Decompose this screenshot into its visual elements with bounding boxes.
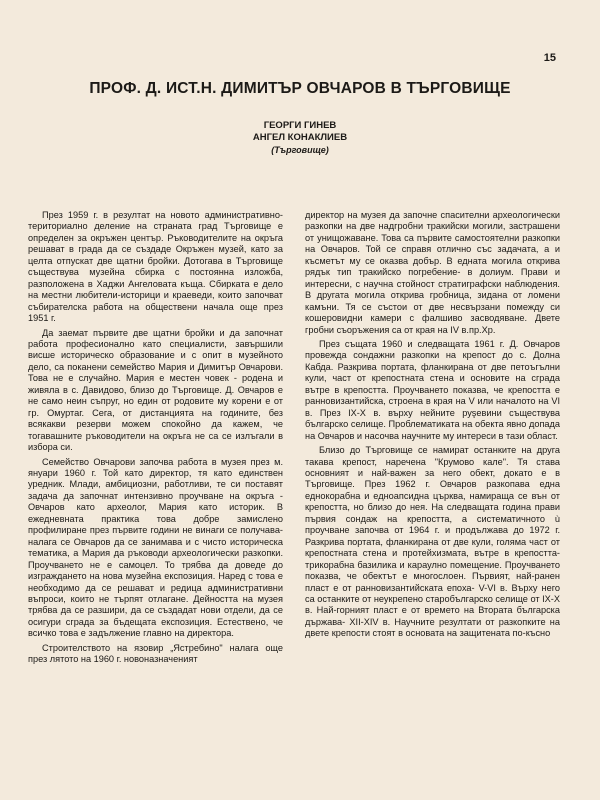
author-place: (Търговище)	[271, 145, 329, 155]
paragraph: Да заемат първите две щатни бройки и да започнат работа професионално като специалисти, завършили висше историческо образование и с опит в музейното дело, са поканени семейство Мария и Димитър Овчарови. Това не е случайно. Мария е местен човек - родена и живяла в с. Давидово, близо до Търговище. Д. Овчаров е не само неин съпруг, но един от родовите му корени е от гр. Омуртаг. Сега, от дистанцията на годините, без всякакви резерви можем спокойно да кажем, че тогавашните ръководители на окръга не са се излъгали в избора си.	[28, 327, 283, 453]
right-column	[305, 210, 560, 643]
author-name: ГЕОРГИ ГИНЕВ	[263, 120, 337, 131]
author-name: АНГЕЛ КОНАКЛИЕВ	[252, 132, 348, 143]
article-title: ПРОФ. Д. ИСТ.Н. ДИМИТЪР ОВЧАРОВ В ТЪРГОВИЩЕ	[89, 80, 511, 97]
paragraph: Строителството на язовир „Ястребино" налага още през лятото на 1960 г. новоназначеният	[28, 642, 283, 665]
author-block	[0, 120, 600, 156]
left-column	[28, 210, 283, 669]
paragraph: Близо до Търговище се намират останките на друга такава крепост, наречена "Крумово кале". Тя става основният и най-важен за него обект, докато е в Търговище. През 1962 г. Овчаров разкопава една еднокорабна и едноапсидна църква, намираща се вън от крепостта, но близо до нея. На следващата година прави първия сондаж на крепостта, а систематичното ù проучване започва от 1964 г. и продължава до 1972 г. Разкрива портата, фланкирана от две кули, голяма част от крепостната стена и протейхизмата, вътре в крепостта- трикорабна базилика и караулно помещение. Проучването показва, че обектът е многослоен. Първият, най-ранен пласт е от ранновизантийската епоха- V-VI в. Върху него са останките от неукрепено старобългарско селище от IX-X в. Най-горният пласт е от времето на Втората българска държава- XII-XIV в. Научните резултати от разкопките на двете крепости стоят в основата на защитената по-късно	[305, 445, 560, 639]
paragraph: През същата 1960 и следващата 1961 г. Д. Овчаров провежда сондажни разкопки на крепост до с. Долна Кабда. Разкрива портата, фланкирана от две петоъгълни кули, част от крепостната стена и основите на сграда вътре в крепостта. Проучването показва, че крепостта е ранновизантийска, строена в края на V или началото на VI в. През IX-X в. върху нейните руşевини съществува българско селище. Проблематиката на обекта явно допада на Овчаров и насочва научните му интереси в тази област.	[305, 338, 560, 441]
paragraph: директор на музея да започне спасителни археологически разкопки на две надгробни тракийски могили, застрашени от унищожаване. Това са първите самостоятелни разкопки на Овчаров. Той се справя отлично със задачата, а и късметът му се оказва добър. В едната могила открива рядък тип тракийско погребение- в долиум. Прави и интересни, с научна стойност стратиграфски наблюдения. В другата могила открива гробница, зидана от ломени камъни. Тя се състои от две несвързани помежду си кошеровидни камери с фалшиво засводяване. Двете гробни съоръжения са от края на IV в.пр.Хр.	[305, 210, 560, 335]
page-number: 15	[543, 52, 556, 64]
paragraph: Семейство Овчарови започва работа в музея през м. януари 1960 г. Той като директор, тя като единствен уредник. Млади, амбициозни, работливи, те си поставят задача да започнат интензивно проучване на окръга - Овчаров като археолог, Мария като историк. В ежедневната практика това добре замислено профилиране през първите години не винаги се получава- налага се Овчаров да се занимава и с чисто историческа тематика, а Мария да ръководи археологически разкопки. Проучването не е самоцел. То трябва да доведе до изграждането на нова музейна експозиция. Наред с това е необходимо да се решават и редица административни въпроси, които не търпят отлагане. Дейността на музея трябва да се разшири, да се създадат нови отдели, да се осигури сграда за бъдещата експозиция. Естествено, че всичко това е задължение главно на директора.	[28, 456, 283, 639]
paragraph: През 1959 г. в резултат на новото административно-териториално деление на страната град Търговище е определен за окръжен център. Ръководителите на окръга решават в града да се създаде Окръжен музей, като за целта отпускат две щатни бройки. Дотогава в Търговище съществува музейна сбирка с постоянна изложба, разположена в Хаджи Ангеловата къща. Сбирката е дело на местни любители-историци и краеведи, които започват събирателска работа на обществени начала още през 1951 г.	[28, 210, 283, 324]
